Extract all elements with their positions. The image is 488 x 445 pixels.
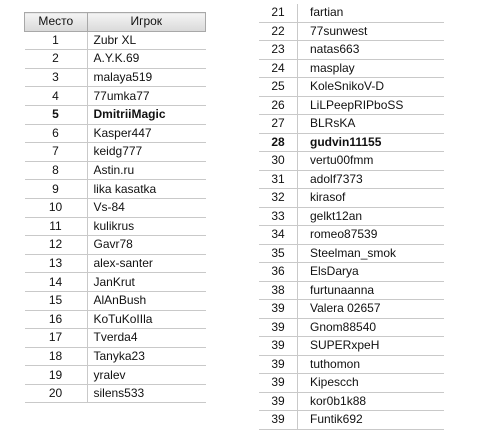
table-row [25, 87, 206, 106]
place-cell: 34 [259, 226, 298, 245]
player-cell: furtunaanna [298, 281, 445, 300]
player-cell: DmitriiMagic [87, 105, 206, 124]
place-cell: 11 [25, 217, 88, 236]
place-cell: 39 [259, 318, 298, 337]
right-table-body [259, 4, 444, 429]
player-cell: Tverda4 [87, 329, 206, 348]
table-row [25, 273, 206, 292]
place-cell: 39 [259, 392, 298, 411]
player-cell: gelkt12an [298, 207, 445, 226]
player-cell: Steelman_smok [298, 244, 445, 263]
table-row [25, 68, 206, 87]
player-cell: Astin.ru [87, 161, 206, 180]
place-column-header: Место [25, 13, 88, 32]
player-cell: kor0b1k88 [298, 392, 445, 411]
table-row [259, 22, 444, 41]
place-cell: 31 [259, 170, 298, 189]
place-cell: 14 [25, 273, 88, 292]
player-cell: fartian [298, 4, 445, 22]
place-cell: 39 [259, 300, 298, 319]
player-cell: tuthomon [298, 355, 445, 374]
player-cell: 77sunwest [298, 22, 445, 41]
player-cell: AlAnBush [87, 291, 206, 310]
player-cell: gudvin11155 [298, 133, 445, 152]
player-cell: LiLPeepRIPboSS [298, 96, 445, 115]
table-row [259, 355, 444, 374]
table-row [259, 152, 444, 171]
place-cell: 39 [259, 337, 298, 356]
place-cell: 36 [259, 263, 298, 282]
player-cell: Vs-84 [87, 198, 206, 217]
place-cell: 15 [25, 291, 88, 310]
table-row [259, 189, 444, 208]
table-row [25, 329, 206, 348]
place-cell: 30 [259, 152, 298, 171]
table-row [259, 59, 444, 78]
player-cell: yralev [87, 366, 206, 385]
table-row [259, 115, 444, 134]
place-cell: 22 [259, 22, 298, 41]
table-row [259, 374, 444, 393]
player-cell: natas663 [298, 41, 445, 60]
table-row [25, 310, 206, 329]
player-cell: Kasper447 [87, 124, 206, 143]
table-row [259, 392, 444, 411]
player-cell: ElsDarya [298, 263, 445, 282]
table-row [25, 105, 206, 124]
player-cell: adolf7373 [298, 170, 445, 189]
player-cell: BLRsKA [298, 115, 445, 134]
place-cell: 25 [259, 78, 298, 97]
table-row [259, 300, 444, 319]
table-row [25, 124, 206, 143]
table-row [259, 41, 444, 60]
table-header [25, 13, 206, 32]
place-cell: 39 [259, 374, 298, 393]
player-cell: KoTuKoIIla [87, 310, 206, 329]
table-row [25, 31, 206, 50]
player-cell: Tanyka23 [87, 347, 206, 366]
player-cell: Kipescch [298, 374, 445, 393]
place-cell: 10 [25, 198, 88, 217]
table-row [25, 236, 206, 255]
player-cell: kirasof [298, 189, 445, 208]
place-cell: 12 [25, 236, 88, 255]
table-row [259, 226, 444, 245]
results-table-left [24, 12, 206, 403]
player-cell: Gavr78 [87, 236, 206, 255]
player-cell: romeo87539 [298, 226, 445, 245]
table-row [259, 133, 444, 152]
place-cell: 17 [25, 329, 88, 348]
place-cell: 24 [259, 59, 298, 78]
table-row [259, 337, 444, 356]
table-row [25, 291, 206, 310]
place-cell: 39 [259, 355, 298, 374]
player-cell: Funtik692 [298, 411, 445, 430]
table-row [25, 384, 206, 403]
place-cell: 20 [25, 384, 88, 403]
place-cell: 21 [259, 4, 298, 22]
table-row [25, 180, 206, 199]
table-row [25, 254, 206, 273]
place-cell: 16 [25, 310, 88, 329]
player-cell: 77umka77 [87, 87, 206, 106]
place-cell: 13 [25, 254, 88, 273]
place-cell: 35 [259, 244, 298, 263]
place-cell: 28 [259, 133, 298, 152]
place-cell: 3 [25, 68, 88, 87]
table-row [259, 263, 444, 282]
table-row [25, 347, 206, 366]
table-row [25, 161, 206, 180]
player-column-header: Игрок [87, 13, 206, 32]
player-cell: Valera 02657 [298, 300, 445, 319]
player-cell: keidg777 [87, 143, 206, 162]
player-cell: vertu00fmm [298, 152, 445, 171]
table-row [25, 143, 206, 162]
table-row [259, 4, 444, 22]
place-cell: 5 [25, 105, 88, 124]
table-row [25, 366, 206, 385]
player-cell: malaya519 [87, 68, 206, 87]
place-cell: 26 [259, 96, 298, 115]
place-cell: 39 [259, 411, 298, 430]
player-cell: alex-santer [87, 254, 206, 273]
place-cell: 2 [25, 50, 88, 69]
place-cell: 6 [25, 124, 88, 143]
player-cell: silens533 [87, 384, 206, 403]
player-cell: SUPERxpeH [298, 337, 445, 356]
left-table-body [25, 31, 206, 403]
place-cell: 7 [25, 143, 88, 162]
table-row [25, 217, 206, 236]
player-cell: kulikrus [87, 217, 206, 236]
place-cell: 1 [25, 31, 88, 50]
table-row [259, 96, 444, 115]
place-cell: 38 [259, 281, 298, 300]
table-row [259, 207, 444, 226]
table-row [259, 281, 444, 300]
place-cell: 33 [259, 207, 298, 226]
results-table-right [259, 4, 444, 430]
place-cell: 23 [259, 41, 298, 60]
player-cell: JanKrut [87, 273, 206, 292]
table-row [259, 78, 444, 97]
player-cell: A.Y.K.69 [87, 50, 206, 69]
player-cell: masplay [298, 59, 445, 78]
place-cell: 27 [259, 115, 298, 134]
place-cell: 18 [25, 347, 88, 366]
player-cell: Gnom88540 [298, 318, 445, 337]
table-row [259, 318, 444, 337]
place-cell: 32 [259, 189, 298, 208]
player-cell: KoleSnikoV-D [298, 78, 445, 97]
player-cell: Zubr XL [87, 31, 206, 50]
table-row [259, 411, 444, 430]
table-row [259, 244, 444, 263]
table-row [25, 50, 206, 69]
place-cell: 8 [25, 161, 88, 180]
player-cell: lika kasatka [87, 180, 206, 199]
table-row [259, 170, 444, 189]
place-cell: 9 [25, 180, 88, 199]
place-cell: 19 [25, 366, 88, 385]
place-cell: 4 [25, 87, 88, 106]
table-row [25, 198, 206, 217]
